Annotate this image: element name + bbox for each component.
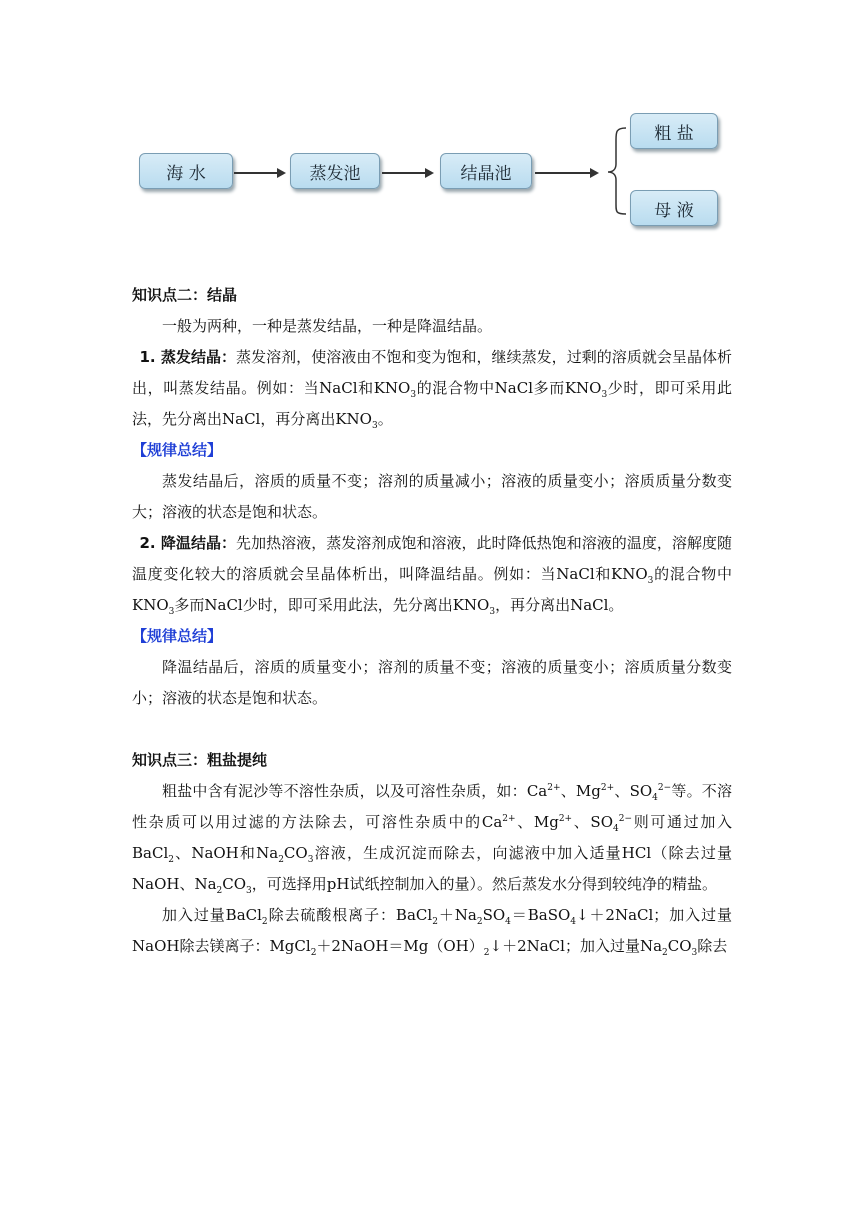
paragraph-evaporation-crystallization: 1. 蒸发结晶：蒸发溶剂，使溶液由不饱和变为饱和，继续蒸发，过剩的溶质就会呈晶体析出，叫蒸发结晶。例如：当NaCl和$KNO_3$的混合物中NaCl多而$KNO_3$少时，即可采用此法，先分离出NaCl，再分离出$KNO_3$。	[132, 348, 732, 431]
rule-summary-label: 【规律总结】	[132, 627, 223, 645]
paragraph-reactions: 加入过量BaCl$_2$除去硫酸根离子：$BaCl_2+Na_2SO_4=BaSO_4↓+2NaCl$；加入过量NaOH除去镁离子：$MgCl_2+2NaOH=Mg(OH)_2↓+2NaCl$；加入过量$Na_2CO_3$除去	[132, 906, 732, 958]
flow-arrow	[535, 172, 597, 174]
document-body	[132, 280, 732, 962]
flow-brace	[598, 126, 630, 216]
flow-arrow	[234, 172, 284, 174]
salt-production-flowchart	[0, 0, 860, 250]
item-label: 2. 降温结晶：	[139, 534, 237, 552]
paragraph-crude-salt-purification: 粗盐中含有泥沙等不溶性杂质，以及可溶性杂质，如：$Ca^{2+}$、$Mg^{2+}$、$SO_4^{2-}$等。不溶性杂质可以用过滤的方法除去，可溶性杂质中的$Ca^{2+}$、$Mg^{2+}$、$SO_4^{2-}$则可通过加入BaCl$_2$、NaOH和$Na_2CO_3$溶液，生成沉淀而除去，向滤液中加入适量HCl（除去过量NaOH、$Na_2CO_3$，可选择用pH试纸控制加入的量）。然后蒸发水分得到较纯净的精盐。	[132, 782, 733, 896]
flow-box-seawater: 海 水	[139, 153, 233, 189]
flow-box-mother-liquor: 母 液	[630, 190, 718, 226]
section-title: 知识点二：结晶	[132, 286, 238, 304]
paragraph: 一般为两种，一种是蒸发结晶，一种是降温结晶。	[162, 317, 493, 335]
spacer	[132, 714, 732, 745]
paragraph: 降温结晶后，溶质的质量变小；溶剂的质量不变；溶液的质量变小；溶质质量分数变小；溶液的状态是饱和状态。	[132, 658, 732, 707]
paragraph-cooling-crystallization: 2. 降温结晶：先加热溶液，蒸发溶剂成饱和溶液，此时降低热饱和溶液的温度，溶解度随温度变化较大的溶质就会呈晶体析出，叫降温结晶。例如：当NaCl和$KNO_3$的混合物中$KNO_3$多而NaCl少时，即可采用此法，先分离出$KNO_3$，再分离出NaCl。	[132, 534, 732, 617]
flow-arrow	[382, 172, 432, 174]
flow-box-crystallization-pond: 结晶池	[440, 153, 532, 189]
section-title: 知识点三：粗盐提纯	[132, 751, 268, 769]
rule-summary-label: 【规律总结】	[132, 441, 223, 459]
flow-box-crude-salt: 粗 盐	[630, 113, 718, 149]
paragraph: 蒸发结晶后，溶质的质量不变；溶剂的质量减小；溶液的质量变小；溶质质量分数变大；溶液的状态是饱和状态。	[132, 472, 732, 521]
flow-box-evaporation-pond: 蒸发池	[290, 153, 380, 189]
item-label: 1. 蒸发结晶：	[139, 348, 237, 366]
